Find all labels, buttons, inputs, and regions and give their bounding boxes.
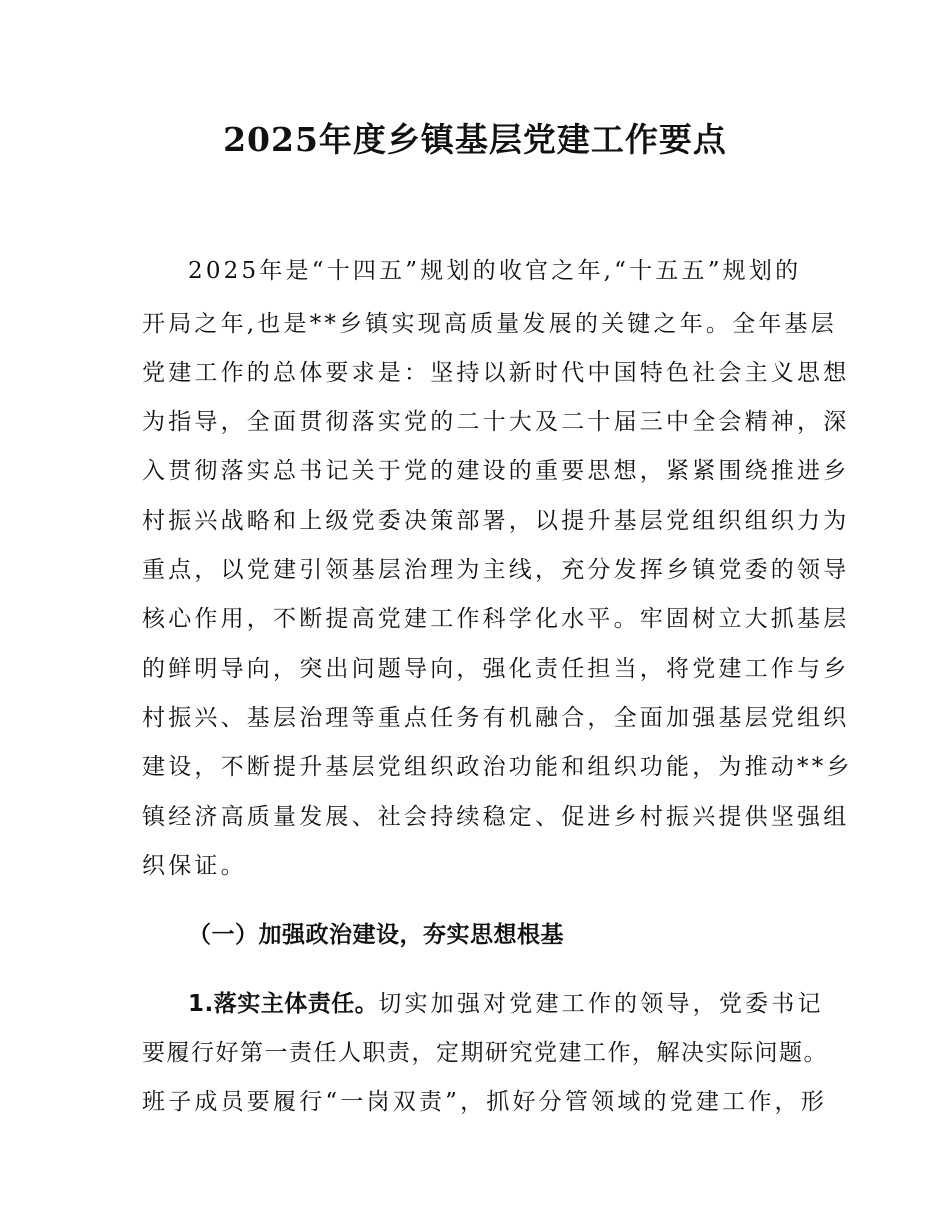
intro-line: 党建工作的总体要求是：坚持以新时代中国特色社会主义思想 xyxy=(142,360,850,386)
intro-line: 镇经济高质量发展、社会持续稳定、促进乡村振兴提供坚强组 xyxy=(142,804,850,830)
intro-line: 重点，以党建引领基层治理为主线，充分发挥乡镇党委的领导 xyxy=(142,557,850,583)
intro-line: 入贯彻落实总书记关于党的建设的重要思想，紧紧围绕推进乡 xyxy=(142,458,850,484)
document-title: 2025年度乡镇基层党建工作要点 xyxy=(223,120,727,159)
intro-line: 的鲜明导向，突出问题导向，强化责任担当，将党建工作与乡 xyxy=(142,656,850,682)
intro-line: 2025年是“十四五”规划的收官之年,“十五五”规划的 xyxy=(188,258,802,284)
intro-line: 核心作用，不断提高党建工作科学化水平。牢固树立大抓基层 xyxy=(142,606,850,632)
intro-line: 建设，不断提升基层党组织政治功能和组织功能，为推动**乡 xyxy=(142,754,853,780)
item-first-line-text: 切实加强对党建工作的领导，党委书记 xyxy=(378,991,824,1017)
item-line: 班子成员要履行“一岗双责”，抓好分管领域的党建工作，形 xyxy=(142,1089,827,1115)
intro-line: 为指导，全面贯彻落实党的二十大及二十届三中全会精神，深 xyxy=(142,409,850,435)
intro-line: 开局之年,也是**乡镇实现高质量发展的关键之年。全年基层 xyxy=(142,311,837,337)
intro-line: 村振兴战略和上级党委决策部署，以提升基层党组织组织力为 xyxy=(142,508,850,534)
item-first-line xyxy=(188,979,868,1029)
item-line: 要履行好第一责任人职责，定期研究党建工作，解决实际问题。 xyxy=(142,1040,828,1066)
section-heading: （一）加强政治建设，夯实思想根基 xyxy=(188,922,564,948)
intro-line: 织保证。 xyxy=(142,853,247,879)
item-lead: 1.落实主体责任。 xyxy=(188,991,379,1017)
intro-line: 村振兴、基层治理等重点任务有机融合，全面加强基层党组织 xyxy=(142,705,850,731)
